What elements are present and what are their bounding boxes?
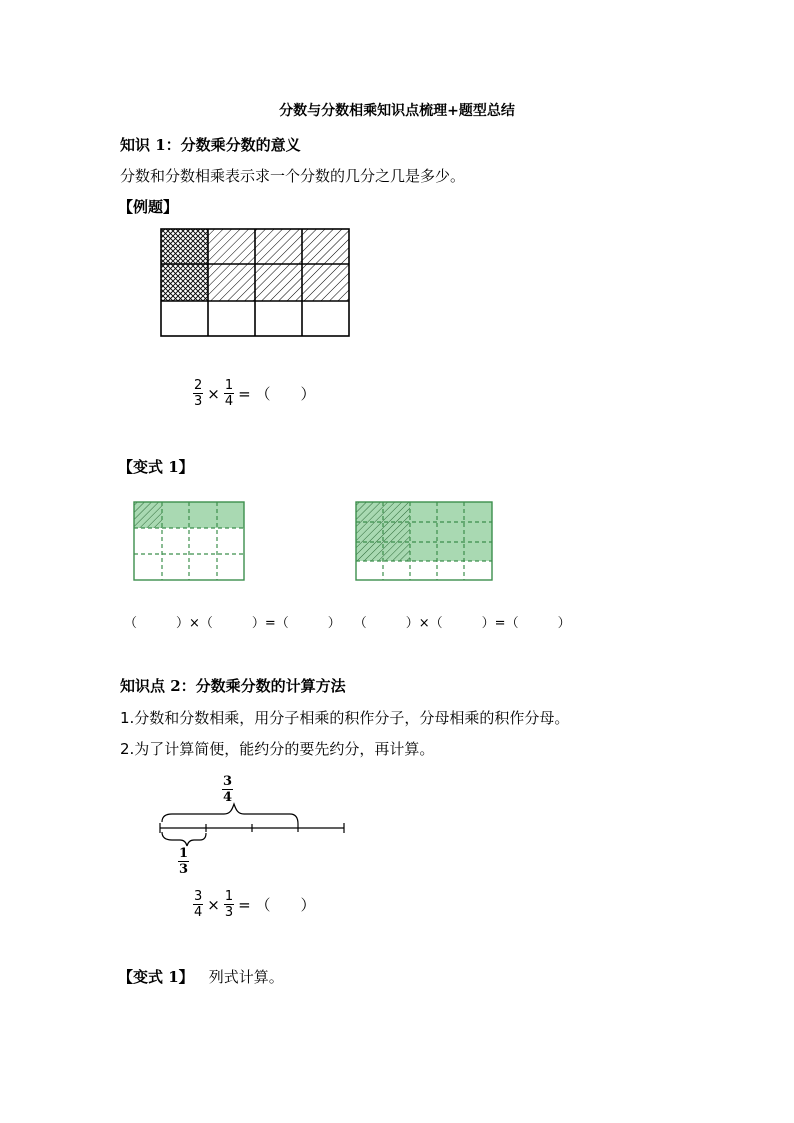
fraction-one-third: $\frac{1}{3}$ [224, 889, 234, 920]
rule-line-1: 1.分数和分数相乘，用分子相乘的积作分子，分母相乘的积作分母。 [120, 709, 570, 727]
page-title: 分数与分数相乘知识点梳理+题型总结 [279, 103, 515, 119]
fraction-three-quarters: $\frac{3}{4}$ [194, 889, 203, 920]
variant-2-text: 列式计算。 [208, 968, 284, 986]
fraction-one-quarter: $\frac{1}{4}$ [224, 378, 234, 409]
example-label: 【例题】 [118, 198, 179, 216]
variant-grid-right [354, 500, 496, 584]
variant-answer-blanks[interactable]: （ ）×（ ）=（ ） （ ）×（ ）=（ ） [124, 616, 571, 631]
variant-1-label: 【变式 1】 [118, 458, 194, 476]
knowledge-2-heading: 知识点 2：分数乘分数的计算方法 [120, 677, 346, 695]
segment-diagram [156, 800, 348, 852]
rule-line-2: 2.为了计算简便，能约分的要先约分，再计算。 [120, 740, 435, 758]
times-sign: × [207, 895, 220, 914]
brace-label-three-quarters: $\frac{3}{4}$ [223, 774, 233, 805]
brace-label-one-third: $\frac{1}{3}$ [179, 846, 189, 877]
fraction-two-thirds: $\frac{2}{3}$ [194, 378, 203, 409]
equation-answer-blank[interactable]: = （ ） [238, 385, 316, 403]
example-fraction-grid [158, 226, 354, 338]
example-equation [193, 378, 315, 409]
knowledge-1-heading: 知识 1：分数乘分数的意义 [120, 136, 301, 154]
equation-answer-blank[interactable]: = （ ） [238, 896, 316, 914]
times-sign: × [207, 384, 220, 403]
variant-2-row [118, 966, 284, 987]
variant-2-label: 【变式 1】 [118, 968, 194, 986]
method-equation [193, 889, 315, 920]
knowledge-1-description: 分数和分数相乘表示求一个分数的几分之几是多少。 [120, 167, 466, 185]
variant-grid-left [132, 500, 248, 584]
